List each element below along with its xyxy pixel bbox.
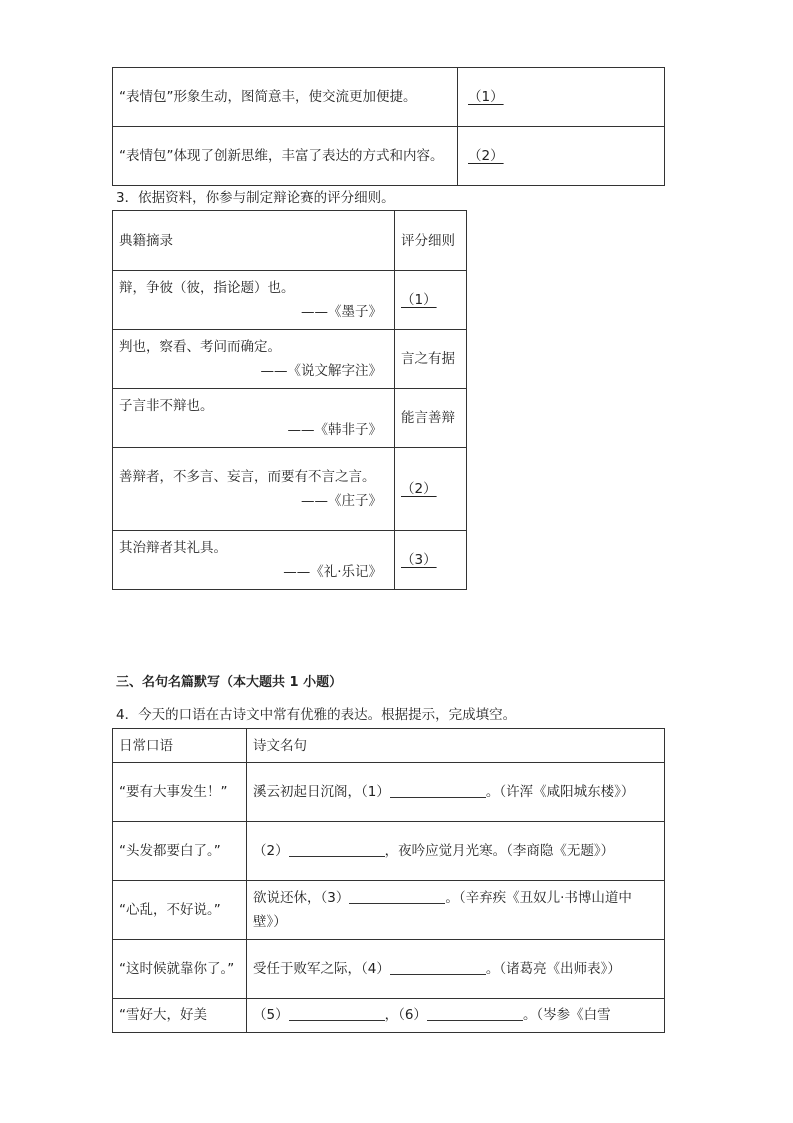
poem-cell bbox=[247, 881, 665, 940]
poem-suffix: ，夜吟应觉月光寒。（李商隐《无题》） bbox=[384, 843, 615, 859]
rule-cell: 能言善辩 bbox=[395, 389, 467, 448]
quote-source: ——《墨子》 bbox=[301, 304, 382, 320]
quote-text: 善辩者，不多言、妄言，而要有不言之言。 bbox=[119, 469, 376, 485]
fill-blank-1[interactable] bbox=[390, 783, 486, 798]
blank-label: （1） bbox=[401, 292, 437, 308]
quote-source: ——《韩非子》 bbox=[287, 422, 382, 438]
blank-label: （3） bbox=[401, 552, 437, 568]
column-header: 日常口语 bbox=[113, 729, 247, 763]
poem-prefix: 受任于败军之际，（4） bbox=[253, 961, 390, 977]
table-row bbox=[113, 999, 665, 1033]
oral-text: “雪好大，好美 bbox=[119, 1007, 207, 1023]
debate-table bbox=[112, 210, 467, 590]
quote-cell bbox=[113, 531, 395, 590]
table-row bbox=[113, 330, 467, 389]
oral-cell: “这时候就靠你了。” bbox=[113, 940, 247, 999]
fill-blank-2[interactable] bbox=[289, 842, 385, 857]
oral-cell bbox=[113, 999, 247, 1033]
poem-suffix: 。（岑参《白雪 bbox=[522, 1007, 611, 1023]
answer-blank[interactable] bbox=[395, 271, 467, 330]
fill-blank-6[interactable] bbox=[427, 1006, 523, 1021]
quote-source: ——《礼·乐记》 bbox=[283, 564, 382, 580]
poem-cell bbox=[247, 763, 665, 822]
column-header: 评分细则 bbox=[395, 211, 467, 271]
table-row bbox=[113, 531, 467, 590]
question-3-prompt: 3．依据资料，你参与制定辩论赛的评分细则。 bbox=[116, 190, 395, 206]
column-header: 诗文名句 bbox=[247, 729, 665, 763]
quote-text: 辩，争彼（彼，指论题）也。 bbox=[119, 280, 295, 296]
table-cell: “表情包”形象生动，图简意丰，使交流更加便捷。 bbox=[113, 68, 458, 127]
oral-cell: “要有大事发生！” bbox=[113, 763, 247, 822]
section-title: 三、名句名篇默写（本大题共 1 小题） bbox=[116, 675, 343, 690]
table-header-row bbox=[113, 729, 665, 763]
poem-prefix: 欲说还休，（3） bbox=[253, 890, 350, 906]
quote-text: 其治辩者其礼具。 bbox=[119, 540, 227, 556]
table-cell: “表情包”体现了创新思维，丰富了表达的方式和内容。 bbox=[113, 127, 458, 186]
table-row bbox=[113, 881, 665, 940]
table-row bbox=[113, 448, 467, 531]
table-row bbox=[113, 271, 467, 330]
oral-cell: “心乱，不好说。” bbox=[113, 881, 247, 940]
fill-blank-4[interactable] bbox=[390, 960, 486, 975]
expression-table bbox=[112, 67, 665, 186]
table-row bbox=[113, 763, 665, 822]
quote-source: ——《庄子》 bbox=[301, 493, 382, 509]
poem-prefix: （5） bbox=[253, 1007, 289, 1023]
fill-blank-3[interactable] bbox=[349, 889, 445, 904]
quote-source: ——《说文解字注》 bbox=[260, 363, 382, 379]
quote-text: 判也，察看、考问而确定。 bbox=[119, 339, 281, 355]
table-row bbox=[113, 940, 665, 999]
answer-blank[interactable] bbox=[458, 127, 665, 186]
blank-label: （2） bbox=[468, 148, 504, 164]
poem-cell bbox=[247, 822, 665, 881]
answer-blank[interactable] bbox=[458, 68, 665, 127]
poem-prefix: 溪云初起日沉阁，（1） bbox=[253, 784, 390, 800]
poem-suffix: 。（诸葛亮《出师表》） bbox=[485, 961, 621, 977]
poem-middle: ，（6） bbox=[384, 1007, 427, 1023]
fill-blank-5[interactable] bbox=[289, 1006, 385, 1021]
poem-suffix: 。（许浑《咸阳城东楼》） bbox=[485, 784, 635, 800]
rule-cell: 言之有据 bbox=[395, 330, 467, 389]
quote-text: 子言非不辩也。 bbox=[119, 398, 214, 414]
answer-blank[interactable] bbox=[395, 531, 467, 590]
quote-cell bbox=[113, 389, 395, 448]
answer-blank[interactable] bbox=[395, 448, 467, 531]
quote-cell bbox=[113, 330, 395, 389]
poem-cell bbox=[247, 999, 665, 1033]
table-row bbox=[113, 68, 665, 127]
poem-cell bbox=[247, 940, 665, 999]
column-header: 典籍摘录 bbox=[113, 211, 395, 271]
table-row bbox=[113, 127, 665, 186]
quote-cell bbox=[113, 448, 395, 531]
blank-label: （1） bbox=[468, 89, 504, 105]
table-row bbox=[113, 389, 467, 448]
table-row bbox=[113, 822, 665, 881]
blank-label: （2） bbox=[401, 481, 437, 497]
table-header-row bbox=[113, 211, 467, 271]
poetry-table bbox=[112, 728, 665, 1033]
poem-suffix: 。（辛弃疾《丑奴儿·书博山道中壁》） bbox=[253, 890, 632, 930]
question-4-prompt: 4．今天的口语在古诗文中常有优雅的表达。根据提示，完成填空。 bbox=[116, 707, 517, 723]
quote-cell bbox=[113, 271, 395, 330]
poem-prefix: （2） bbox=[253, 843, 289, 859]
oral-cell: “头发都要白了。” bbox=[113, 822, 247, 881]
